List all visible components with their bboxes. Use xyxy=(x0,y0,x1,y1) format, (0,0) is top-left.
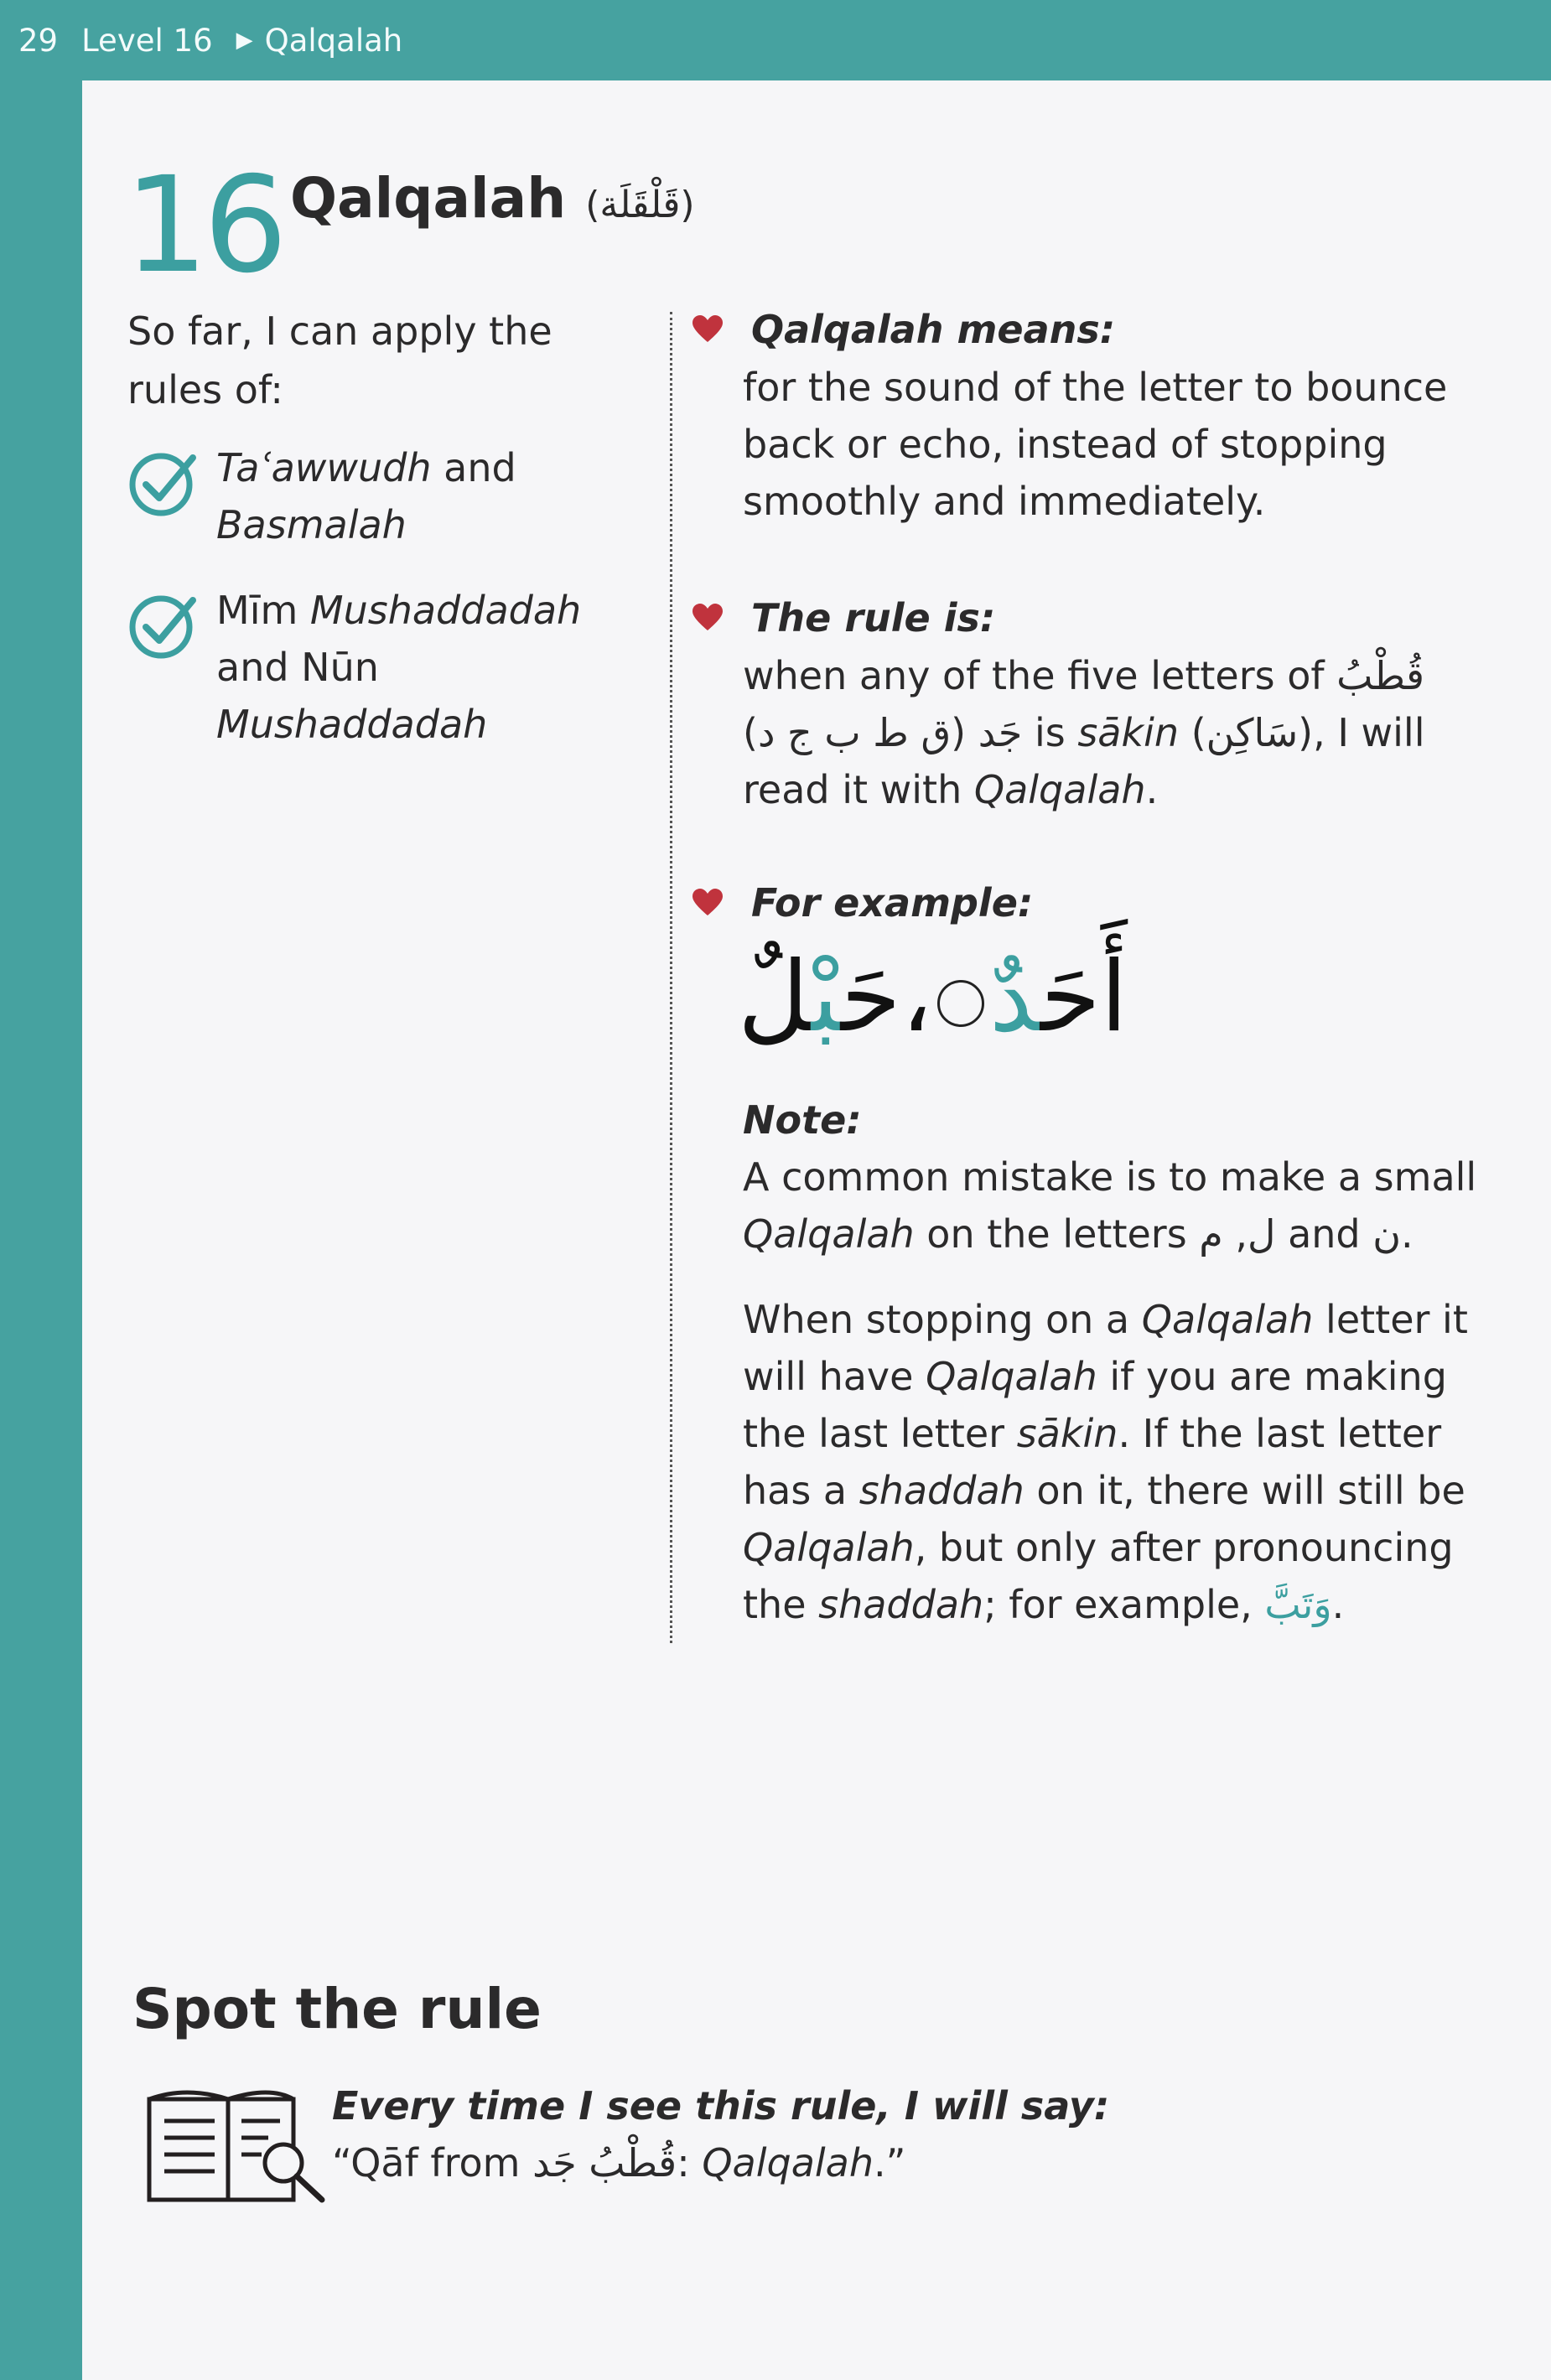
heart-icon xyxy=(693,889,723,917)
open-book-magnifier-icon xyxy=(144,2082,329,2208)
check-item-text xyxy=(216,582,656,753)
section-means xyxy=(693,300,1481,530)
chapter-title xyxy=(290,166,695,231)
note-em: shaddah xyxy=(818,1582,984,1627)
section-heading xyxy=(693,300,1481,359)
rule-post: , I will read it with xyxy=(743,710,1425,812)
note-em: Qalqalah xyxy=(926,1354,1097,1399)
note-text: letter it will have xyxy=(743,1297,1468,1399)
note-text: on the letters xyxy=(914,1211,1200,1257)
spot-say-text: “Qāf from xyxy=(332,2140,533,2186)
note-heading: Note: xyxy=(743,1097,862,1143)
note-em: sākin xyxy=(1016,1411,1118,1456)
chapter-title-text: Qalqalah xyxy=(290,166,567,231)
note-text: . If the last letter has a xyxy=(743,1411,1442,1513)
check-item-taawwudh xyxy=(127,439,656,553)
example-word2-end: لٌ xyxy=(738,941,812,1054)
spot-say-heading: Every time I see this rule, I will say: xyxy=(332,2083,1110,2129)
section-heading xyxy=(693,589,1481,647)
rule-sakin: sākin xyxy=(1077,710,1180,755)
example-word1: أَحَ xyxy=(1040,941,1128,1054)
rule-text: when any of the five letters of xyxy=(743,653,1337,698)
section-body xyxy=(743,647,1481,818)
example-separator: ، xyxy=(900,941,933,1054)
note-text: , but only after pronouncing the xyxy=(743,1525,1454,1627)
note-em: Qalqalah xyxy=(743,1525,915,1570)
section-body: for the sound of the letter to bounce back or echo, instead of stopping smoothly and immediately. xyxy=(743,365,1448,524)
note-em: shaddah xyxy=(858,1468,1024,1513)
spot-say-line xyxy=(332,2134,1422,2191)
check-circle-icon xyxy=(127,446,200,518)
spot-the-rule-title: Spot the rule xyxy=(132,1977,542,2041)
example-word1-highlight: دٌ xyxy=(989,941,1040,1054)
note-text: A common mistake is to make a small xyxy=(743,1154,1477,1200)
check-item-em2: Basmalah xyxy=(216,502,407,547)
breadcrumb-section[interactable]: Qalqalah xyxy=(264,22,403,59)
chapter-number: 16 xyxy=(124,148,283,303)
check-item-em1: Taʿawwudh xyxy=(216,445,432,490)
check-circle-icon xyxy=(127,589,200,661)
section-heading-text: The rule is: xyxy=(751,595,996,640)
check-item-pre: Mīm xyxy=(216,588,310,633)
note-text: When stopping on a xyxy=(743,1297,1142,1342)
intro-text: So far, I can apply the rules of: xyxy=(127,309,552,412)
spot-the-rule-text xyxy=(332,2077,1422,2191)
check-item-mid: and Nūn xyxy=(216,645,379,690)
check-item-em1: Mushaddadah xyxy=(309,588,582,633)
stop-circle-icon xyxy=(937,980,984,1027)
spot-say-text: : xyxy=(677,2140,703,2186)
example-word2-highlight: بْ xyxy=(811,941,841,1054)
note-text: . xyxy=(1331,1582,1345,1627)
note-example-arabic: وَتَبَّ xyxy=(1264,1582,1332,1627)
section-heading xyxy=(693,874,1481,932)
note-letters: ل, م and ن. xyxy=(1199,1211,1414,1257)
note-em: Qalqalah xyxy=(1141,1297,1314,1342)
rule-qalqalah: Qalqalah xyxy=(973,767,1146,812)
note-text: on it, there will still be xyxy=(1024,1468,1465,1513)
rule-letters-list: (ق ط ب ج د) xyxy=(743,710,967,755)
example-word2: حَ xyxy=(840,941,901,1054)
heart-icon xyxy=(693,604,723,632)
note-text: if you are making the last letter xyxy=(743,1354,1447,1456)
breadcrumb-level[interactable]: Level 16 xyxy=(81,22,213,59)
check-item-text xyxy=(216,439,516,553)
page-number: 29 xyxy=(18,22,59,59)
heart-icon xyxy=(693,315,723,344)
rule-sakin-arabic: (سَاكِن) xyxy=(1190,710,1314,755)
section-example xyxy=(693,874,1481,932)
rule-letters-word: قُطْبُ جَد xyxy=(978,653,1425,755)
chapter-title-arabic: (قَلْقَلَة) xyxy=(585,184,695,226)
example-words xyxy=(738,926,1140,1069)
spot-say-arabic: قُطْبُ جَد xyxy=(532,2140,677,2186)
section-heading-text: Qalqalah means: xyxy=(751,307,1116,352)
top-bar xyxy=(0,0,1551,80)
column-divider xyxy=(670,312,672,1643)
check-item-mid: and xyxy=(431,445,516,490)
check-item-em2: Mushaddadah xyxy=(216,702,488,747)
rule-is: is xyxy=(1022,710,1078,755)
note-text: ; for example, xyxy=(983,1582,1265,1627)
spot-say-text: .” xyxy=(874,2140,906,2186)
note-em: Qalqalah xyxy=(743,1211,915,1257)
rule-end: . xyxy=(1145,767,1159,812)
note-paragraph-1 xyxy=(743,1149,1481,1263)
section-heading-text: For example: xyxy=(751,880,1034,926)
check-item-mushaddadah xyxy=(127,582,656,753)
section-rule xyxy=(693,589,1481,818)
note-paragraph-2 xyxy=(743,1291,1481,1633)
breadcrumb-arrow-icon: ▶ xyxy=(236,28,253,53)
spot-say-em: Qalqalah xyxy=(702,2140,874,2186)
